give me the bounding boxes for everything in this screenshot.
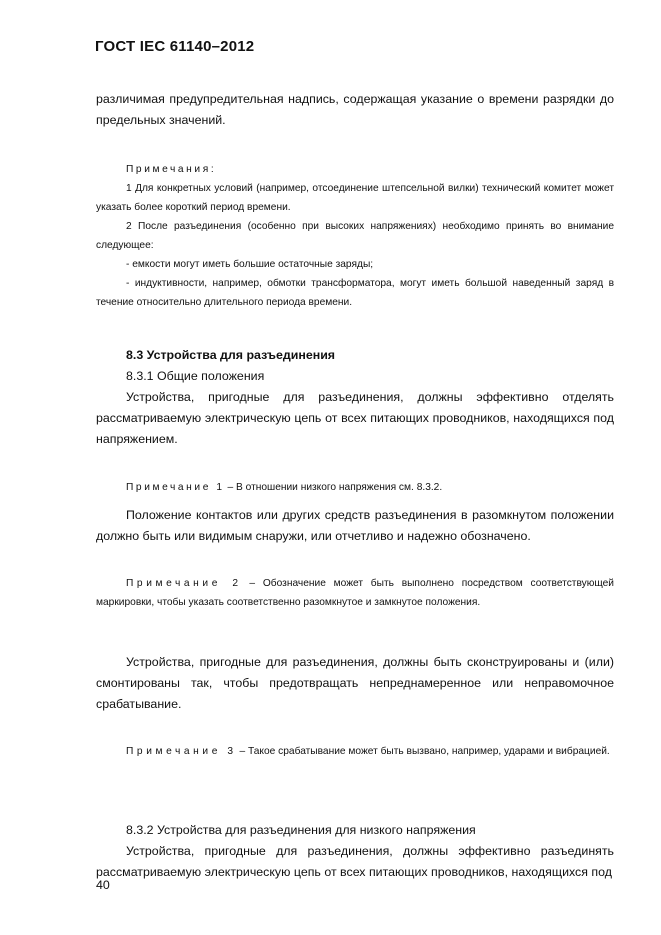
- paragraph-1: Устройства, пригодные для разъединения, должны эффективно отделять рассматриваемую электрическую цепь от всех питающих проводников, находящихся под напряжением.: [96, 390, 614, 446]
- subsection-heading-1: 8.3.1 Общие положения: [126, 369, 265, 383]
- note-2-list-item-1: - емкости могут иметь большие остаточные заряды;: [126, 259, 374, 270]
- note-3: [96, 742, 614, 761]
- paragraph-continuation: различимая предупредительная надпись, содержащая указание о времени разрядки до предельных значений.: [96, 92, 614, 127]
- note-1: [96, 478, 614, 497]
- note-2-list-item-2: - индуктивности, например, обмотки трансформатора, могут иметь большой наведенный заряд в течение относительно длительного периода времени.: [96, 278, 614, 308]
- paragraph-4: Устройства, пригодные для разъединения, должны эффективно разъединять рассматриваемую электрическую цепь от всех питающих проводников, находящихся под: [96, 844, 614, 879]
- note-1-text: – В отношении низкого напряжения см. 8.3.2.: [224, 482, 443, 493]
- note-item-1: 1 Для конкретных условий (например, отсоединение штепсельной вилки) технический комитет может указать более короткий период времени.: [96, 183, 614, 213]
- section-heading: 8.3 Устройства для разъединения: [126, 348, 336, 362]
- note-item-2: 2 После разъединения (особенно при высоких напряжениях) необходимо принять во внимание следующее:: [96, 221, 614, 251]
- paragraph-2: Положение контактов или других средств разъединения в разомкнутом положении должно быть или видимым снаружи, или отчетливо и надежно обозначено.: [96, 508, 614, 543]
- document-header: ГОСТ IEC 61140–2012: [95, 38, 255, 55]
- page-number: 40: [96, 878, 110, 892]
- note-2-text: – Обозначение может быть выполнено посредством соответствующей маркировки, чтобы указать соответственно разомкнутое и замкнутое положения.: [96, 578, 614, 608]
- note-1-label: Примечание 1: [126, 482, 225, 493]
- paragraph-3: Устройства, пригодные для разъединения, должны быть сконструированы и (или) смонтированы так, чтобы предотвращать непреднамеренное или неправомочное срабатывание.: [96, 655, 614, 711]
- note-2-label: Примечание 2: [126, 578, 242, 589]
- subsection-heading-2: 8.3.2 Устройства для разъединения для низкого напряжения: [126, 823, 476, 837]
- note-2: [96, 574, 614, 612]
- note-3-label: Примечание 3: [126, 746, 237, 757]
- notes-title: Примечания:: [126, 164, 217, 175]
- note-3-text: – Такое срабатывание может быть вызвано, например, ударами и вибрацией.: [236, 746, 610, 757]
